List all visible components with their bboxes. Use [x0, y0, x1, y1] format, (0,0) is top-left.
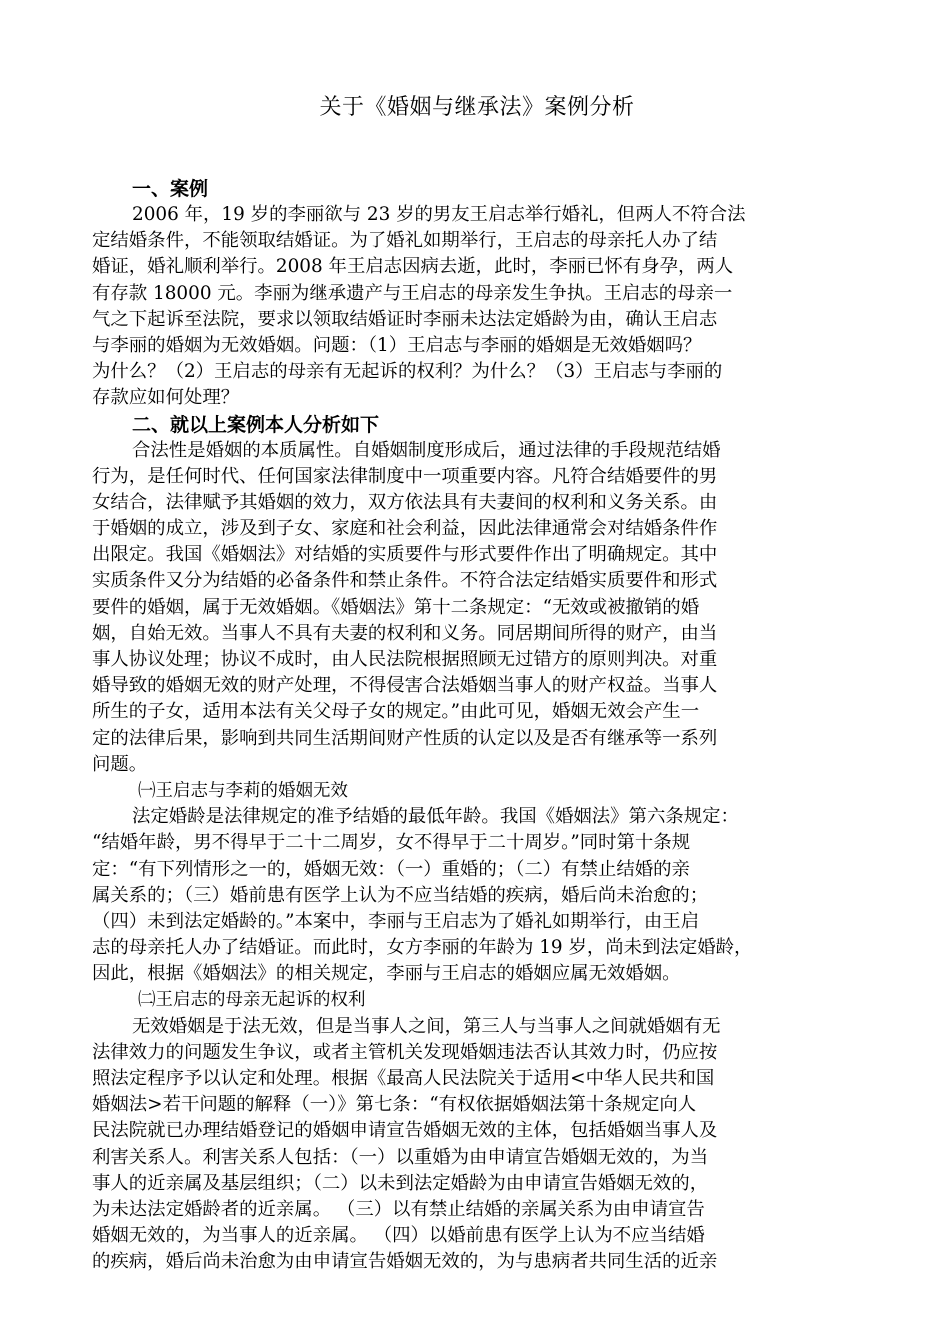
right-to-sue-paragraph: [92, 1014, 862, 1276]
paragraph-line: 有存款 18000 元。李丽为继承遗产与王启志的母亲发生争执。王启志的母亲一: [92, 282, 733, 304]
paragraph-line: 气之下起诉至法院，要求以领取结婚证时李丽未达法定婚龄为由，确认王启志: [92, 308, 718, 330]
paragraph-line: 属关系的；（三）婚前患有医学上认为不应当结婚的疾病，婚后尚未治愈的；: [92, 884, 709, 906]
document-body: [92, 176, 862, 1276]
paragraph-line: 婚证，婚礼顺利举行。2008 年王启志因病去逝，此时，李丽已怀有身孕，两人: [92, 256, 734, 278]
paragraph-line: 要件的婚姻，属于无效婚姻。《婚姻法》第十二条规定：“无效或被撤销的婚: [92, 596, 700, 618]
document-title: 关于《婚姻与继承法》案例分析: [319, 95, 635, 120]
paragraph-line: 婚姻无效的，为当事人的近亲属。 （四）以婚前患有医学上认为不应当结婚: [92, 1225, 705, 1247]
paragraph-line: 为什么？（2）王启志的母亲有无起诉的权利？为什么？（3）王启志与李丽的: [92, 361, 723, 383]
paragraph-line: 事人的近亲属及基层组织；（二）以未到法定婚龄为由申请宣告婚姻无效的，: [92, 1172, 709, 1194]
paragraph-line: “结婚年龄，男不得早于二十二周岁，女不得早于二十周岁。”同时第十条规: [92, 832, 691, 854]
paragraph-line: 出限定。我国《婚姻法》对结婚的实质要件与形式要件作出了明确规定。其中: [92, 544, 718, 566]
paragraph-line: 婚姻法>若干问题的解释（一）》第七条：“有权依据婚姻法第十条规定向人: [92, 1094, 697, 1116]
paragraph-line: 因此，根据《婚姻法》的相关规定，李丽与王启志的婚姻应属无效婚姻。: [92, 963, 681, 985]
paragraph-line: 为未达法定婚龄者的近亲属。 （三）以有禁止结婚的亲属关系为由申请宣告: [92, 1198, 705, 1220]
paragraph-line: 无效婚姻是于法无效，但是当事人之间，第三人与当事人之间就婚姻有无: [132, 1015, 721, 1037]
section-heading-analysis: 二、就以上案例本人分析如下: [132, 413, 380, 436]
paragraph-line: 合法性是婚姻的本质属性。自婚姻制度形成后，通过法律的手段规范结婚: [132, 439, 721, 461]
case-paragraph: [92, 202, 862, 412]
paragraph-line: 法律效力的问题发生争议，或者主管机关发现婚姻违法否认其效力时，仍应按: [92, 1041, 718, 1063]
paragraph-line: 定：“有下列情形之一的，婚姻无效：（一）重婚的；（二）有禁止结婚的亲: [92, 858, 690, 880]
paragraph-line: 女结合，法律赋予其婚姻的效力，双方依法具有夫妻间的权利和义务关系。由: [92, 491, 718, 513]
paragraph-line: 于婚姻的成立，涉及到子女、家庭和社会利益，因此法律通常会对结婚条件作: [92, 518, 718, 540]
paragraph-line: 存款应如何处理？: [92, 387, 240, 409]
subsection-heading-no-right-to-sue: ㈡王启志的母亲无起诉的权利: [138, 990, 366, 1011]
paragraph-line: 行为，是任何时代、任何国家法律制度中一项重要内容。凡符合结婚要件的男: [92, 465, 718, 487]
paragraph-line: 定的法律后果，影响到共同生活期间财产性质的认定以及是否有继承等一系列: [92, 727, 718, 749]
paragraph-line: 民法院就已办理结婚登记的婚姻申请宣告婚姻无效的主体，包括婚姻当事人及: [92, 1120, 718, 1142]
paragraph-line: 与李丽的婚姻为无效婚姻。问题：（1）王启志与李丽的婚姻是无效婚姻吗？: [92, 334, 702, 356]
paragraph-line: 照法定程序予以认定和处理。根据《最高人民法院关于适用<中华人民共和国: [92, 1068, 715, 1089]
subsection-heading-invalid-marriage: ㈠王启志与李莉的婚姻无效: [138, 780, 348, 801]
paragraph-line: 事人协议处理；协议不成时，由人民法院根据照顾无过错方的原则判决。对重: [92, 649, 718, 670]
paragraph-line: 实质条件又分为结婚的必备条件和禁止条件。不符合法定结婚实质要件和形式: [92, 570, 718, 592]
paragraph-line: 所生的子女，适用本法有关父母子女的规定。”由此可见，婚姻无效会产生一: [92, 701, 700, 723]
paragraph-line: 2006 年，19 岁的李丽欲与 23 岁的男友王启志举行婚礼，但两人不符合法: [132, 204, 746, 225]
invalid-marriage-paragraph: [92, 804, 862, 987]
paragraph-line: （四）未到法定婚龄的。”本案中，李丽与王启志为了婚礼如期举行，由王启: [92, 910, 700, 932]
paragraph-line: 婚导致的婚姻无效的财产处理，不得侵害合法婚姻当事人的财产权益。当事人: [92, 675, 718, 697]
paragraph-line: 的疾病，婚后尚未治愈为由申请宣告婚姻无效的，为与患病者共同生活的近亲: [92, 1251, 718, 1273]
section-heading-case: 一、案例: [132, 178, 209, 200]
paragraph-line: 姻，自始无效。当事人不具有夫妻的权利和义务。同居期间所得的财产，由当: [92, 622, 718, 644]
paragraph-line: 法定婚龄是法律规定的准予结婚的最低年龄。我国《婚姻法》第六条规定：: [132, 806, 739, 828]
analysis-paragraph: [92, 438, 862, 778]
paragraph-line: 利害关系人。利害关系人包括：（一）以重婚为由申请宣告婚姻无效的，为当: [92, 1146, 709, 1168]
paragraph-line: 问题。: [92, 753, 148, 775]
paragraph-line: 志的母亲托人办了结婚证。而此时，女方李丽的年龄为 19 岁，尚未到法定婚龄，: [92, 937, 753, 959]
paragraph-line: 定结婚条件，不能领取结婚证。为了婚礼如期举行，王启志的母亲托人办了结: [92, 230, 718, 252]
